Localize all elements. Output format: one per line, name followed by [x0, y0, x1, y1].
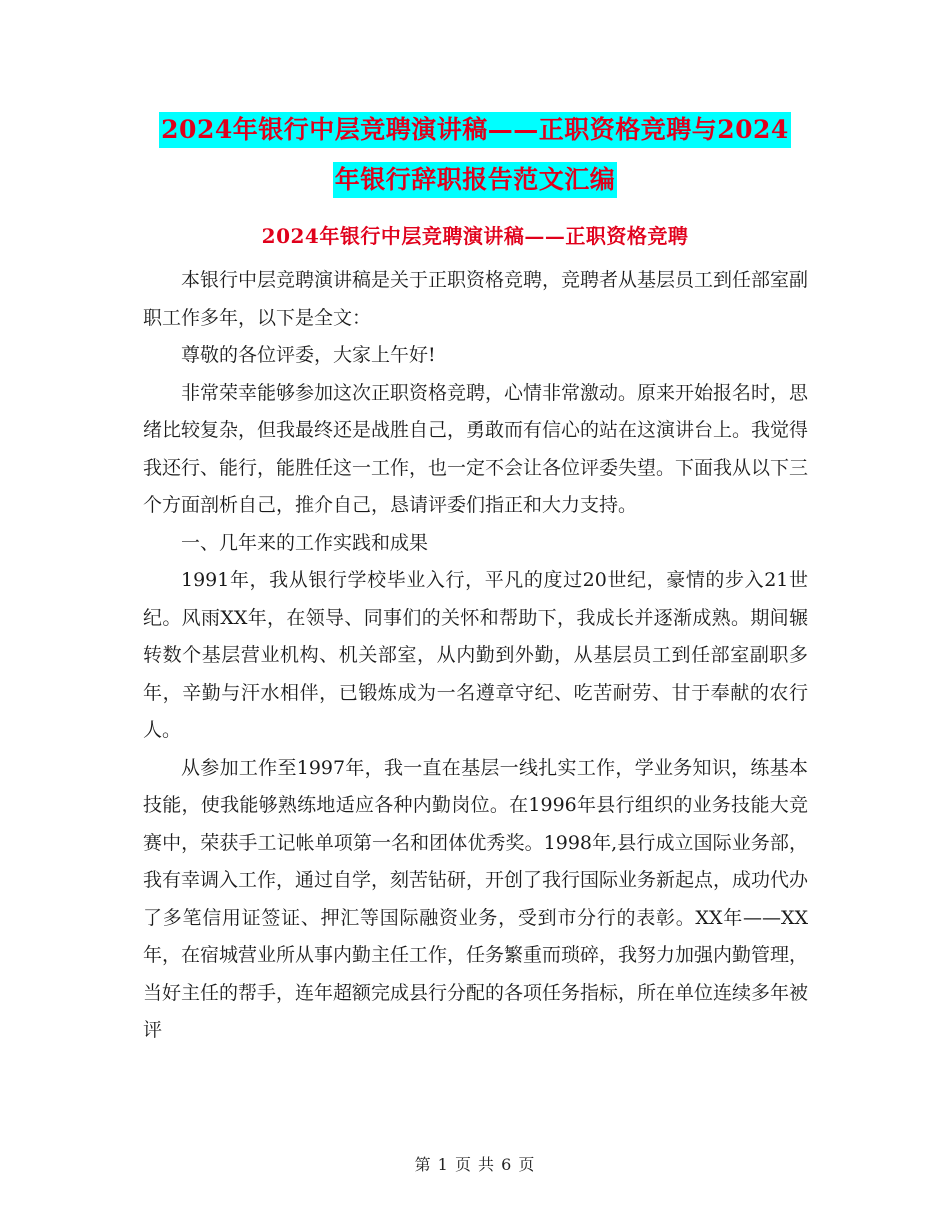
paragraph: 非常荣幸能够参加这次正职资格竞聘，心情非常激动。原来开始报名时，思绪比较复杂，但我最终还是战胜自己，勇敢而有信心的站在这演讲台上。我觉得我还行、能行，能胜任这一工作，也一定不会让各位评委失望。下面我从以下三个方面剖析自己，推介自己，恳请评委们指正和大力支持。 [143, 381, 809, 516]
document-title [0, 112, 950, 198]
page-footer: 第 1 页 共 6 页 [414, 1155, 536, 1174]
title-line-2: 年银行辞职报告范文汇编 [333, 162, 618, 198]
paragraph: 一、几年来的工作实践和成果 [181, 531, 429, 554]
section-heading: 2024年银行中层竞聘演讲稿——正职资格竞聘 [261, 224, 689, 248]
paragraph: 尊敬的各位评委，大家上午好! [181, 344, 436, 366]
title-line-1: 2024年银行中层竞聘演讲稿——正职资格竞聘与2024 [159, 112, 791, 148]
document-body [143, 262, 808, 1050]
paragraph: 1991年，我从银行学校毕业入行，平凡的度过20世纪，豪情的步入21世纪。风雨XX年，在领导、同事们的关怀和帮助下，我成长并逐渐成熟。期间辗转数个基层营业机构、机关部室，从内勤到外勤，从基层员工到任部室副职多年，辛勤与汗水相伴，已锻炼成为一名遵章守纪、吃苦耐劳、甘于奉献的农行人。 [143, 569, 808, 741]
paragraph: 从参加工作至1997年，我一直在基层一线扎实工作，学业务知识，练基本技能，使我能够熟练地适应各种内勤岗位。在1996年县行组织的业务技能大竞赛中，荣获手工记帐单项第一名和团体优秀奖。1998年,县行成立国际业务部，我有幸调入工作，通过自学，刻苦钻研，开创了我行国际业务新起点，成功代办了多笔信用证签证、押汇等国际融资业务，受到市分行的表彰。XX年——XX年，在宿城营业所从事内勤主任工作，任务繁重而琐碎，我努力加强内勤管理，当好主任的帮手，连年超额完成县行分配的各项任务指标，所在单位连续多年被评 [143, 756, 809, 1041]
paragraph: 本银行中层竞聘演讲稿是关于正职资格竞聘，竞聘者从基层员工到任部室副职工作多年，以下是全文： [143, 269, 809, 329]
